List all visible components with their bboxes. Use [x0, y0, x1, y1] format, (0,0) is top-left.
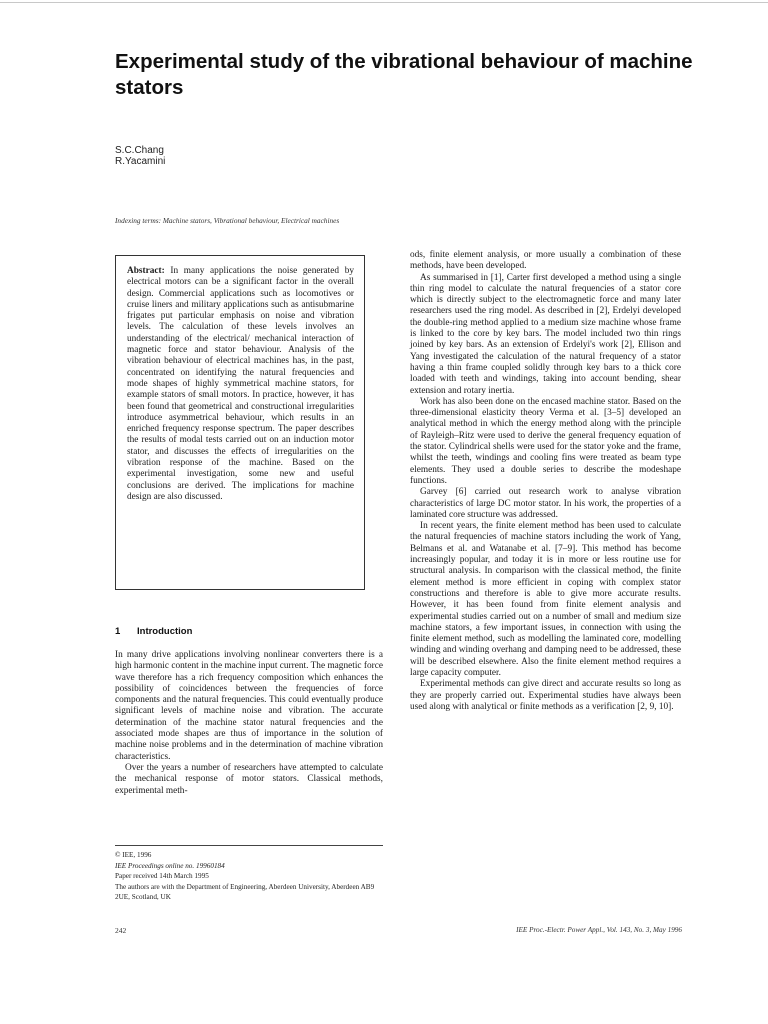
intro-text	[115, 650, 383, 797]
author-list	[115, 145, 165, 167]
indexing-terms: Indexing terms: Machine stators, Vibrational behaviour, Electrical machines	[115, 216, 340, 225]
section-heading	[115, 626, 192, 637]
affiliation-note: The authors are with the Department of Engineering, Aberdeen University, Aberdeen AB9 2UE, Scotland, UK	[115, 882, 375, 901]
journal-reference: IEE Proc.-Electr. Power Appl., Vol. 143, No. 3, May 1996	[516, 926, 682, 934]
right-column-text	[410, 250, 681, 713]
body-paragraph: In recent years, the finite element method has been used to calculate the natural frequencies of machine stators including the work of Yang, Belmans et al. and Watanabe et al. [7–9]. This method has become increasingly popular, and today it is in more or less routine use for structural analysis. In comparison with the classical method, the finite element method is more efficient in coping with complex stator constructions and therefore is able to give more accurate results. However, it has been found from finite element analysis and experimental studies carried out on a number of small and medium size machine stators, a few important issues, in connection with using the finite element method, such as modelling the laminated core, modelling winding and winding overhang and damping need to be addressed, these will be described elsewhere. Also the finite element method requires a large capacity computer.	[410, 521, 681, 678]
footnotes	[115, 850, 383, 903]
paper-title: Experimental study of the vibrational behaviour of machine stators	[115, 50, 693, 99]
section-number: 1	[115, 626, 121, 637]
copyright-note: © IEE, 1996	[115, 851, 152, 859]
body-paragraph: As summarised in [1], Carter first developed a method using a single thin ring model to calculate the natural frequencies of a stator core which is directly subject to the electromagnetic force and many later researchers used the ring model. As described in [2], Erdelyi developed the double-ring method applied to a medium size machine whose frame is linked to the core by key bars. The model included two thin rings joined by key bars. As an extension of Erdelyi's work [2], Ellison and Yang investigated the calculation of the natural frequency of a stator having a thin frame coupled solidly through key bars to a thick core loaded with teeth and windings, taking into account bending, shear extension and rotary inertia.	[410, 272, 681, 396]
author-name: R.Yacamini	[115, 156, 166, 167]
abstract-box	[115, 255, 365, 590]
abstract-paragraph	[127, 266, 354, 503]
abstract-text: In many applications the noise generated by electrical motors can be a significant factor in the overall design. Commercial applications such as locomotives or cruise liners and military applications such as antisubmarine frigates put particular emphasis on noise and vibration levels. The calculation of these levels involves an understanding of the electrical/ mechanical interaction of magnetic force and stator behaviour. Analysis of the vibration behaviour of electrical machines has, in the past, concentrated on identifying the natural frequencies and mode shapes of highly symmetrical machine stators, for example stators of small motors. In practice, however, it has been found that geometrical and constructional irregularities introduce asymmetrical behaviour, which results in an enriched frequency response spectrum. The paper describes the results of modal tests carried out on an induction motor stator, and discusses the effects of irregularities on the vibration response of the machine. Based on the experimental investigation, some new and useful conclusions are derived. The implications for machine design are also discussed.	[127, 266, 354, 502]
online-number-note: IEE Proceedings online no. 19960184	[115, 861, 225, 870]
footnote-rule	[115, 845, 383, 846]
page-top-rule	[0, 2, 768, 3]
body-paragraph: Over the years a number of researchers have attempted to calculate the mechanical response of motor stators. Classical methods, experimental meth-	[115, 762, 383, 796]
author-name: S.C.Chang	[115, 145, 164, 156]
received-note: Paper received 14th March 1995	[115, 872, 209, 880]
body-paragraph: In many drive applications involving nonlinear converters there is a high harmonic content in the machine input current. The magnetic force wave therefore has a rich frequency composition which enhances the possibility of coincidences between the frequencies of force components and the natural frequencies. This could eventually produce significant levels of machine noise and vibration. The accurate determination of the machine stator natural frequencies and the associated mode shapes are thus of importance in the solution of machine noise problems and in the determination of machine vibration characteristics.	[115, 650, 383, 762]
body-paragraph: Experimental methods can give direct and accurate results so long as they are properly carried out. Experimental studies have always been used along with analytical or finite methods as a verification [2, 9, 10].	[410, 679, 681, 712]
page-number: 242	[115, 926, 127, 935]
abstract-label: Abstract:	[127, 266, 165, 276]
section-title: Introduction	[137, 626, 193, 637]
body-paragraph: ods, finite element analysis, or more usually a combination of these methods, have been developed.	[410, 250, 681, 272]
body-paragraph: Garvey [6] carried out research work to analyse vibration characteristics of large DC motor stator. In his work, the properties of a laminated core structure was addressed.	[410, 487, 681, 520]
body-paragraph: Work has also been done on the encased machine stator. Based on the three-dimensional elasticity theory Verma et al. [3–5] developed an analytical method in which the energy method along with the principle of Rayleigh–Ritz were used to derive the general frequency equation of the stator. Cylindrical shells were used for the stator yoke and the frame, whilst the teeth, windings and cooling fins were treated as beam type elements. They used a double series to describe the modeshape functions.	[410, 396, 681, 486]
